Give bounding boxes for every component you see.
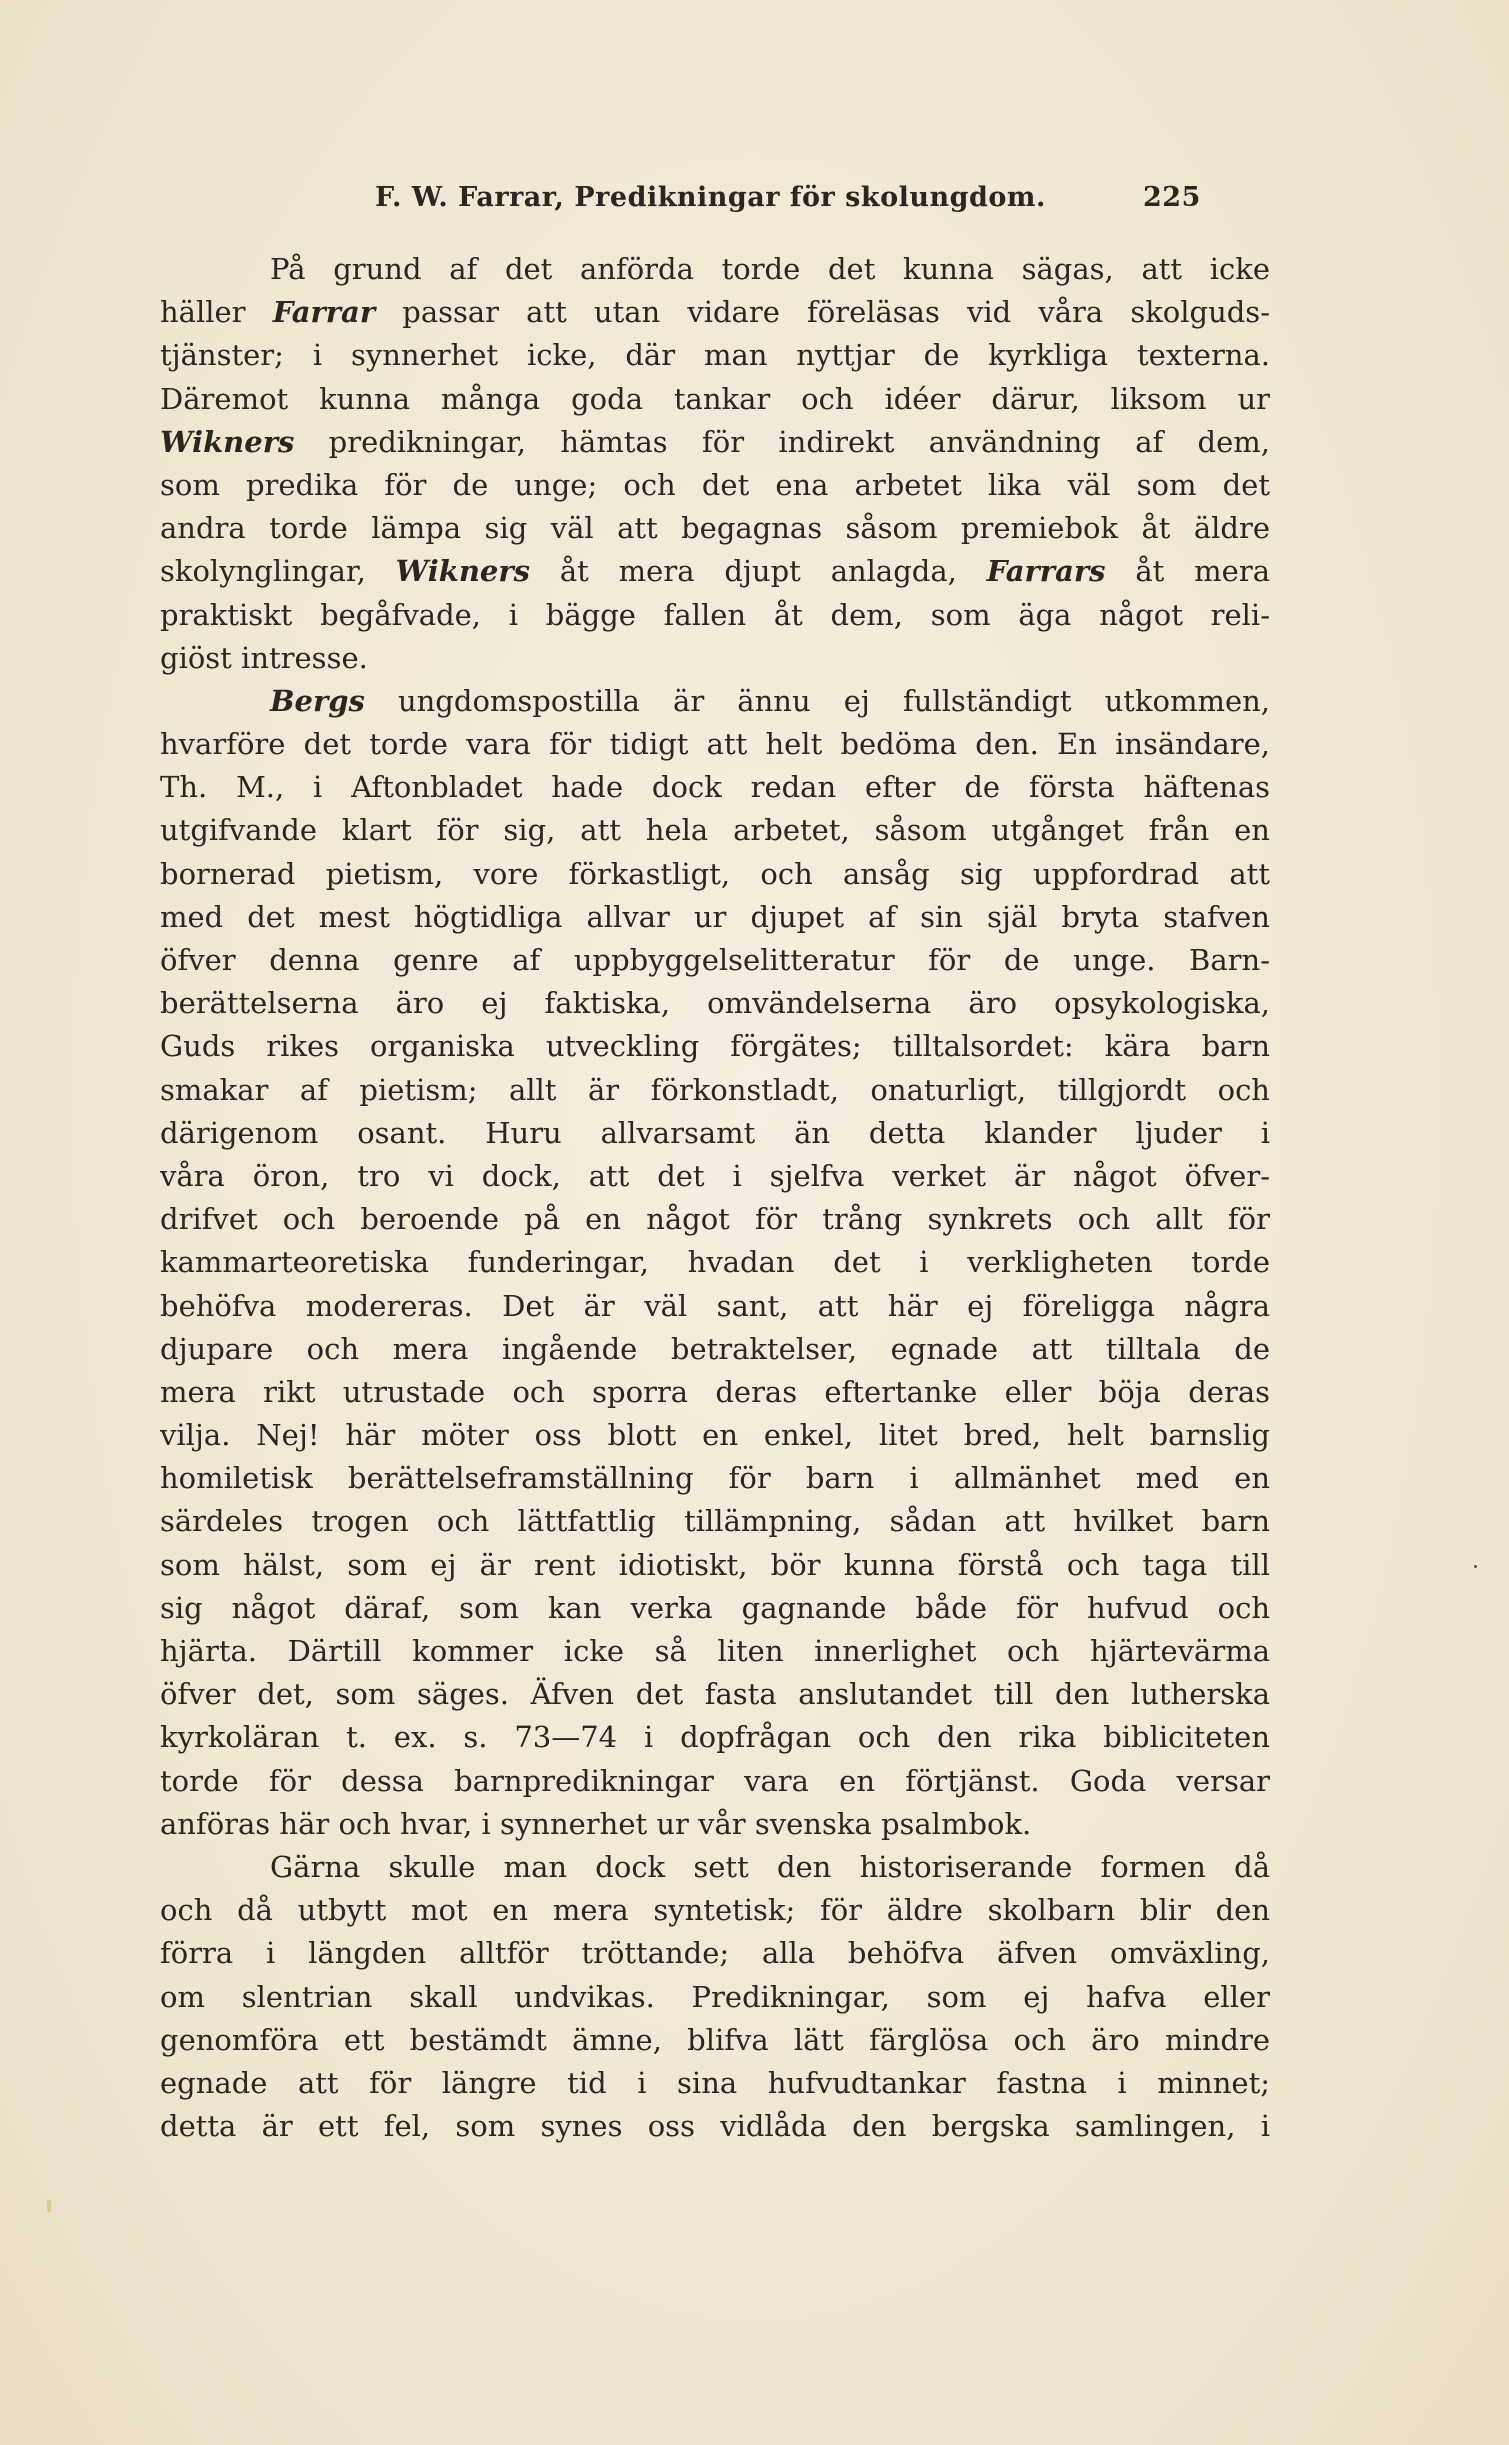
text-line: hvarföre det torde vara för tidigt att helt bedöma den. En insändare, (160, 727, 1270, 762)
text-line: Bergs ungdomspostilla är ännu ej fullständigt utkommen, (270, 683, 1270, 718)
text-line: torde för dessa barnpredikningar vara en förtjänst. Goda versar (160, 1763, 1270, 1798)
text-line: giöst intresse. (160, 640, 368, 675)
text-line: detta är ett fel, som synes oss vidlåda den bergska samlingen, i (160, 2109, 1270, 2144)
text-line: skolynglingar, Wikners åt mera djupt anlagda, Farrars åt mera (160, 554, 1270, 589)
author-name: Farrars (986, 554, 1106, 589)
text-line: anföras här och hvar, i synnerhet ur vår svenska psalmbok. (160, 1806, 1032, 1841)
text-line: tjänster; i synnerhet icke, där man nyttjar de kyrkliga texterna. (160, 338, 1270, 373)
text-line: På grund af det anförda torde det kunna sägas, att icke (270, 252, 1270, 286)
text-line: och då utbytt mot en mera syntetisk; för äldre skolbarn blir den (160, 1893, 1270, 1928)
text-line: smakar af pietism; allt är förkonstladt, onaturligt, tillgjordt och (160, 1072, 1270, 1107)
author-name: Wikners (395, 554, 530, 589)
text-line: behöfva modereras. Det är väl sant, att här ej föreligga några (160, 1288, 1270, 1323)
text-line: kyrkoläran t. ex. s. 73—74 i dopfrågan och den rika bibliciteten (160, 1720, 1270, 1755)
text-line: Th. M., i Aftonbladet hade dock redan efter de första häftenas (160, 770, 1270, 805)
text-line: berättelserna äro ej faktiska, omvändelserna äro opsykologiska, (160, 986, 1270, 1021)
text-line: häller Farrar passar att utan vidare föreläsas vid våra skolguds- (160, 295, 1270, 330)
paper-stain (47, 2200, 51, 2212)
text-line: om slentrian skall undvikas. Predikningar, som ej hafva eller (160, 1979, 1270, 2014)
text-line: Däremot kunna många goda tankar och idéer därur, liksom ur (160, 381, 1270, 416)
text-line: våra öron, tro vi dock, att det i sjelfva verket är något öfver- (160, 1158, 1270, 1193)
text-line: förra i längden alltför tröttande; alla behöfva äfven omväxling, (160, 1936, 1270, 1971)
text-line: som hälst, som ej är rent idiotiskt, bör kunna förstå och taga till (160, 1547, 1270, 1582)
running-title: F. W. Farrar, Predikningar för skolungdom. (375, 182, 1046, 213)
text-line: drifvet och beroende på en något för trång synkrets och allt för (160, 1202, 1270, 1237)
text-line: hjärta. Därtill kommer icke så liten innerlighet och hjärtevärma (160, 1634, 1270, 1668)
running-header (375, 172, 1275, 220)
text-line: andra torde lämpa sig väl att begagnas såsom premiebok åt äldre (160, 511, 1270, 546)
text-line: utgifvande klart för sig, att hela arbetet, såsom utgånget från en (160, 813, 1270, 848)
text-line: djupare och mera ingående betraktelser, egnade att tilltala de (160, 1331, 1270, 1366)
text-line: öfver denna genre af uppbyggelselitteratur för de unge. Barn- (160, 943, 1270, 977)
text-line: sig något däraf, som kan verka gagnande både för hufvud och (160, 1590, 1270, 1625)
body-text (160, 248, 1270, 2148)
text-line: som predika för de unge; och det ena arbetet lika väl som det (160, 467, 1270, 502)
text-line: Gärna skulle man dock sett den historiserande formen då (270, 1849, 1270, 1884)
text-line: vilja. Nej! här möter oss blott en enkel, litet bred, helt barnslig (160, 1418, 1270, 1453)
text-line: bornerad pietism, vore förkastligt, och ansåg sig uppfordrad att (160, 856, 1270, 891)
text-line: egnade att för längre tid i sina hufvudtankar fastna i minnet; (160, 2065, 1270, 2100)
text-line: öfver det, som säges. Äfven det fasta anslutandet till den lutherska (160, 1677, 1270, 1712)
text-line: mera rikt utrustade och sporra deras eftertanke eller böja deras (160, 1374, 1270, 1409)
text-line: kammarteoretiska funderingar, hvadan det i verkligheten torde (160, 1245, 1270, 1280)
text-line: därigenom osant. Huru allvarsamt än detta klander ljuder i (160, 1115, 1270, 1150)
text-line: homiletisk berättelseframställning för barn i allmänhet med en (160, 1461, 1270, 1496)
text-line: praktiskt begåfvade, i bägge fallen åt dem, som äga något reli- (160, 597, 1270, 632)
text-line: Wikners predikningar, hämtas för indirekt användning af dem, (160, 424, 1270, 459)
author-name: Farrar (272, 295, 376, 330)
text-line: med det mest högtidliga allvar ur djupet af sin själ bryta stafven (160, 899, 1270, 934)
page-number: 225 (1143, 182, 1201, 213)
text-line: Guds rikes organiska utveckling förgätes; tilltalsordet: kära barn (160, 1029, 1270, 1064)
author-name: Bergs (270, 683, 365, 718)
author-name: Wikners (160, 424, 295, 459)
text-line: genomföra ett bestämdt ämne, blifva lätt färglösa och äro mindre (160, 2022, 1270, 2057)
paper-speck (1474, 1565, 1477, 1568)
text-line: särdeles trogen och lättfattlig tillämpning, sådan att hvilket barn (160, 1504, 1270, 1539)
